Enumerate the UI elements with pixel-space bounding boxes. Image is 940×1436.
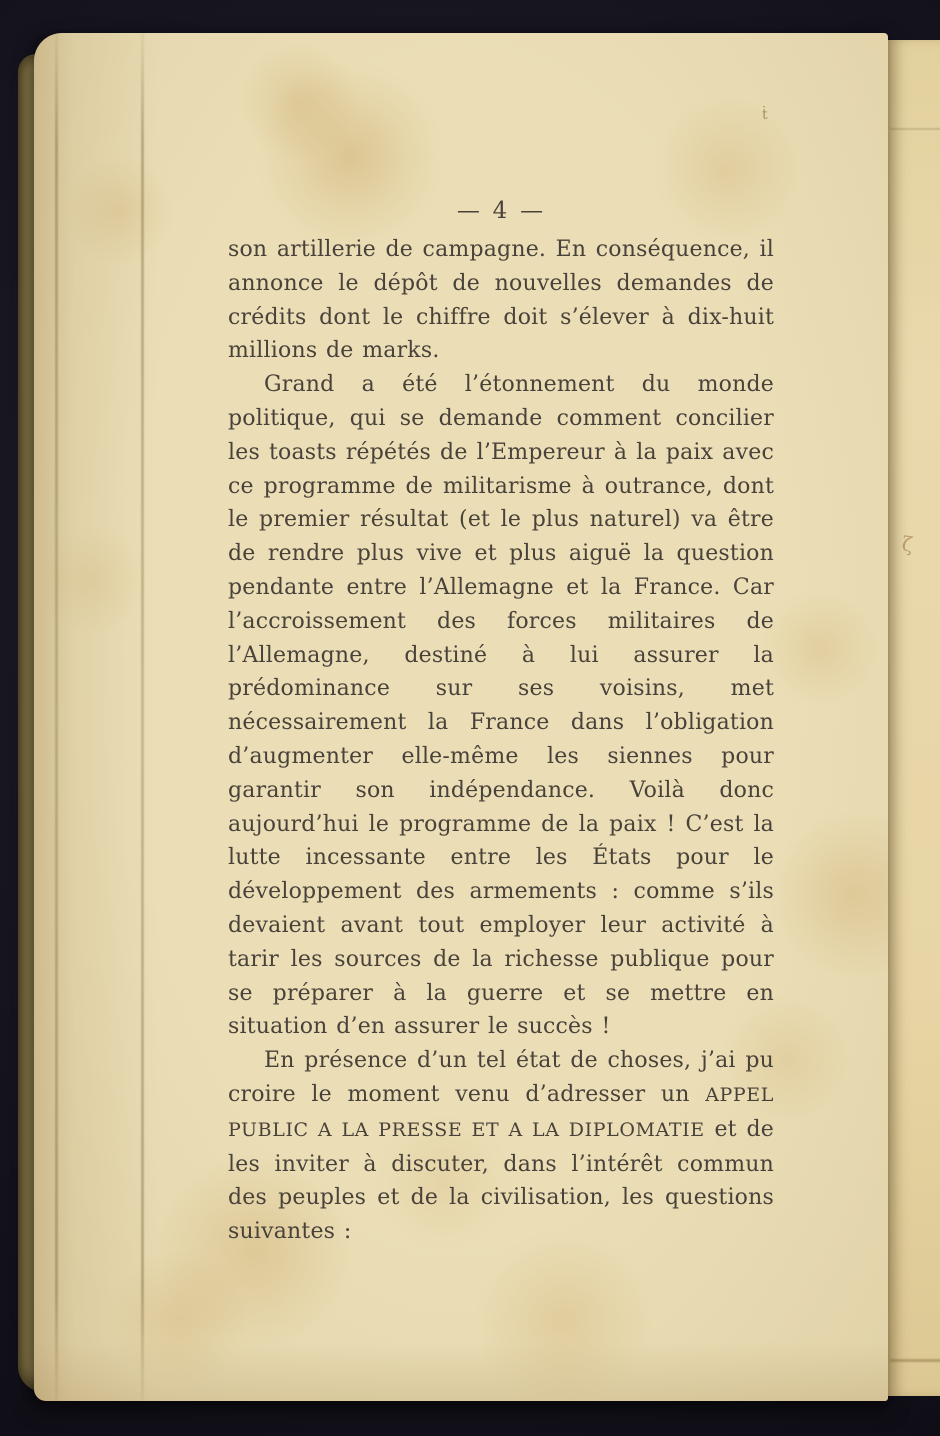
paragraph-3-lead: En présence d’un tel état de choses, j’ai pu croire le moment venu d’adresser un	[228, 1048, 774, 1107]
stray-ink-mark: ṫ	[762, 107, 768, 123]
book-page	[34, 33, 888, 1401]
paragraph-3	[228, 1044, 774, 1249]
paragraph-1: son artillerie de campagne. En conséquence, il annonce le dépôt de nouvelles demandes de crédits dont le chiffre doit s’élever à dix-huit millions de marks.	[228, 237, 774, 364]
page-text-block	[228, 195, 774, 1249]
adjacent-page-edge	[888, 40, 940, 1396]
page-crease	[55, 33, 58, 1401]
paragraph-2: Grand a été l’étonnement du monde politique, qui se demande comment concilier les toasts répétés de l’Empereur à la paix avec ce programme de militarisme à outrance, dont le premier résultat (et le plus naturel) va être de rendre plus vive et plus aiguë la question pendante entre l’Allemagne et la France. Car l’accroissement des forces militaires de l’Allemagne, destiné à lui assurer la prédominance sur ses voisins, met nécessairement la France dans l’obligation d’augmenter elle-même les siennes pour garantir son indépendance. Voilà donc aujourd’hui le programme de la paix ! C’est la lutte incessante entre les États pour le développement des armements : comme s’ils devaient avant tout employer leur activité à tarir les sources de la richesse publique pour se préparer à la guerre et se mettre en situation d’en assurer le succès !	[228, 372, 774, 1040]
page-number: — 4 —	[456, 198, 546, 224]
stray-ink-mark: ζ	[900, 531, 915, 557]
page-crease	[141, 33, 144, 1401]
adjacent-page-crease	[890, 128, 940, 130]
adjacent-page-crease	[890, 1359, 940, 1362]
paragraph-3-smallcaps-phrase: APPEL PUBLIC A LA PRESSE ET A LA DIPLOMATIE	[228, 1083, 774, 1141]
paragraph-3-tail: et de les inviter à discuter, dans l’intérêt commun des peuples et de la civilisation, les questions suivantes :	[228, 1116, 774, 1245]
